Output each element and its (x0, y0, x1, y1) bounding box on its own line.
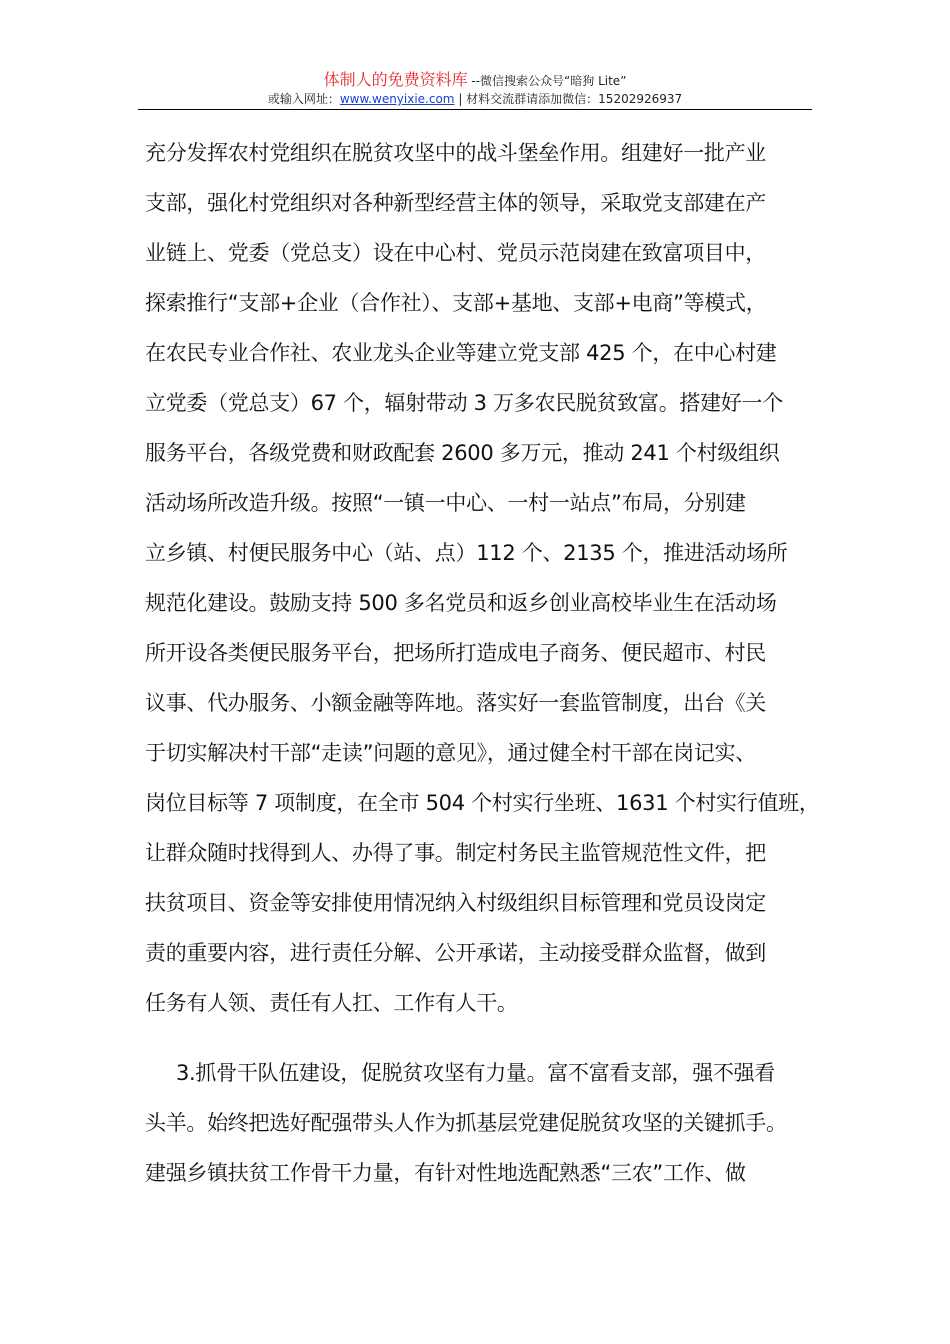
header-divider (138, 109, 812, 110)
section-heading-line: 3.抓骨干队伍建设，促脱贫攻坚有力量。富不富看支部，强不强看 (176, 1061, 776, 1085)
text-line: 业链上、党委（党总支）设在中心村、党员示范岗建在致富项目中， (145, 241, 766, 265)
text-line: 立乡镇、村便民服务中心（站、点）112 个、2135 个，推进活动场所 (145, 541, 788, 565)
text-line: 议事、代办服务、小额金融等阵地。落实好一套监管制度，出台《关 (145, 691, 766, 715)
paragraph-2 (145, 1048, 825, 1198)
header-line-2 (138, 91, 812, 107)
text-line: 支部，强化村党组织对各种新型经营主体的领导，采取党支部建在产 (145, 191, 766, 215)
text-line: 在农民专业合作社、农业龙头企业等建立党支部 425 个，在中心村建 (145, 341, 777, 365)
text-line: 岗位目标等 7 项制度，在全市 504 个村实行坐班、1631 个村实行值班， (145, 791, 820, 815)
header-url-prefix: 或输入网址： (267, 92, 340, 106)
text-line: 建强乡镇扶贫工作骨干力量，有针对性地选配熟悉“三农”工作、做 (145, 1161, 746, 1185)
paragraph-spacer (145, 1028, 825, 1048)
text-line: 于切实解决村干部“走读”问题的意见》，通过健全村干部在岗记实、 (145, 741, 756, 765)
page-header (138, 70, 812, 107)
header-line-1 (138, 70, 812, 91)
header-brand: 体制人的免费资料库 (323, 70, 468, 89)
text-line: 充分发挥农村党组织在脱贫攻坚中的战斗堡垒作用。组建好一批产业 (145, 141, 766, 165)
document-body (145, 128, 825, 1198)
text-line: 服务平台，各级党费和财政配套 2600 多万元，推动 241 个村级组织 (145, 441, 780, 465)
header-tagline: --微信搜索公众号“暗狗 Lite” (467, 74, 627, 88)
paragraph-1 (145, 128, 825, 1028)
text-line: 立党委（党总支）67 个，辐射带动 3 万多农民脱贫致富。搭建好一个 (145, 391, 783, 415)
text-line: 扶贫项目、资金等安排使用情况纳入村级组织目标管理和党员设岗定 (145, 891, 766, 915)
header-website-link[interactable]: www.wenyixie.com (339, 92, 455, 106)
text-line: 责的重要内容，进行责任分解、公开承诺，主动接受群众监督，做到 (145, 941, 766, 965)
text-line: 探索推行“支部+企业（合作社）、支部+基地、支部+电商”等模式， (145, 291, 767, 315)
text-line: 头羊。始终把选好配强带头人作为抓基层党建促脱贫攻坚的关键抓手。 (145, 1111, 787, 1135)
header-contact: | 材料交流群请添加微信：15202926937 (454, 92, 683, 106)
text-line: 活动场所改造升级。按照“一镇一中心、一村一站点”布局，分别建 (145, 491, 746, 515)
text-line: 让群众随时找得到人、办得了事。制定村务民主监管规范性文件，把 (145, 841, 766, 865)
text-line: 任务有人领、责任有人扛、工作有人干。 (145, 991, 518, 1015)
text-line: 所开设各类便民服务平台，把场所打造成电子商务、便民超市、村民 (145, 641, 766, 665)
text-line: 规范化建设。鼓励支持 500 多名党员和返乡创业高校毕业生在活动场 (145, 591, 777, 615)
